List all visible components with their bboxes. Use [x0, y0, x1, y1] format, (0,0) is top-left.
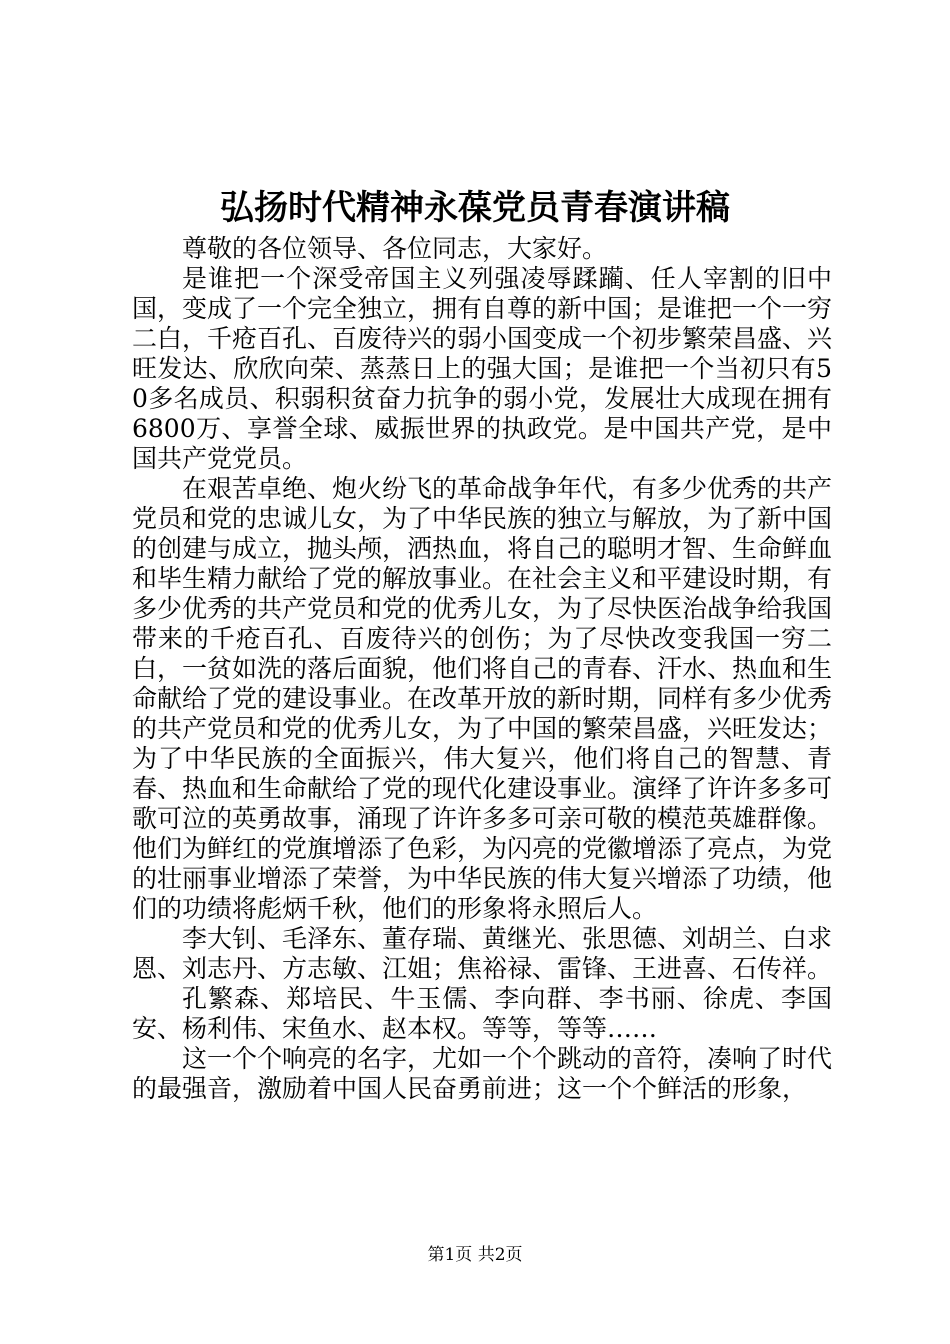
document-title: 弘扬时代精神永葆党员青春演讲稿 [220, 188, 730, 228]
paragraph-greeting: 尊敬的各位领导、各位同志，大家好。 [182, 234, 608, 263]
page-number-footer: 第1页 共2页 [427, 1245, 523, 1265]
document-body [132, 234, 832, 1104]
paragraph-3: 李大钊、毛泽东、董存瑞、黄继光、张思德、刘胡兰、白求恩、刘志丹、方志敏、江姐；焦裕禄、雷锋、王进喜、石传祥。 [132, 924, 833, 983]
paragraph-5: 这一个个响亮的名字，尤如一个个跳动的音符，凑响了时代的最强音，激励着中国人民奋勇前进；这一个个鲜活的形象， [132, 1044, 833, 1103]
paragraph-2: 在艰苦卓绝、炮火纷飞的革命战争年代，有多少优秀的共产党员和党的忠诚儿女，为了中华民族的独立与解放，为了新中国的创建与成立，抛头颅，洒热血，将自己的聪明才智、生命鲜血和毕生精力献给了党的解放事业。在社会主义和平建设时期，有多少优秀的共产党员和党的优秀儿女，为了尽快医治战争给我国带来的千疮百孔、百废待兴的创伤；为了尽快改变我国一穷二白，一贫如洗的落后面貌，他们将自己的青春、汗水、热血和生命献给了党的建设事业。在改革开放的新时期，同样有多少优秀的共产党员和党的优秀儿女，为了中国的繁荣昌盛，兴旺发达；为了中华民族的全面振兴，伟大复兴，他们将自己的智慧、青春、热血和生命献给了党的现代化建设事业。演绎了许许多多可歌可泣的英勇故事，涌现了许许多多可亲可敬的模范英雄群像。他们为鲜红的党旗增添了色彩，为闪亮的党徽增添了亮点，为党的壮丽事业增添了荣誉，为中华民族的伟大复兴增添了功绩，他们的功绩将彪炳千秋，他们的形象将永照后人。 [132, 474, 833, 923]
paragraph-4: 孔繁森、郑培民、牛玉儒、李向群、李书丽、徐虎、李国安、杨利伟、宋鱼水、赵本权。等等，等等…… [132, 984, 832, 1043]
paragraph-1: 是谁把一个深受帝国主义列强凌辱蹂躏、任人宰割的旧中国，变成了一个完全独立，拥有自尊的新中国；是谁把一个一穷二白，千疮百孔、百废待兴的弱小国变成一个初步繁荣昌盛、兴旺发达、欣欣向荣、蒸蒸日上的强大国；是谁把一个当初只有50多名成员、积弱积贫奋力抗争的弱小党，发展壮大成现在拥有6800万、享誉全球、威振世界的执政党。是中国共产党，是中国共产党党员。 [132, 264, 833, 473]
